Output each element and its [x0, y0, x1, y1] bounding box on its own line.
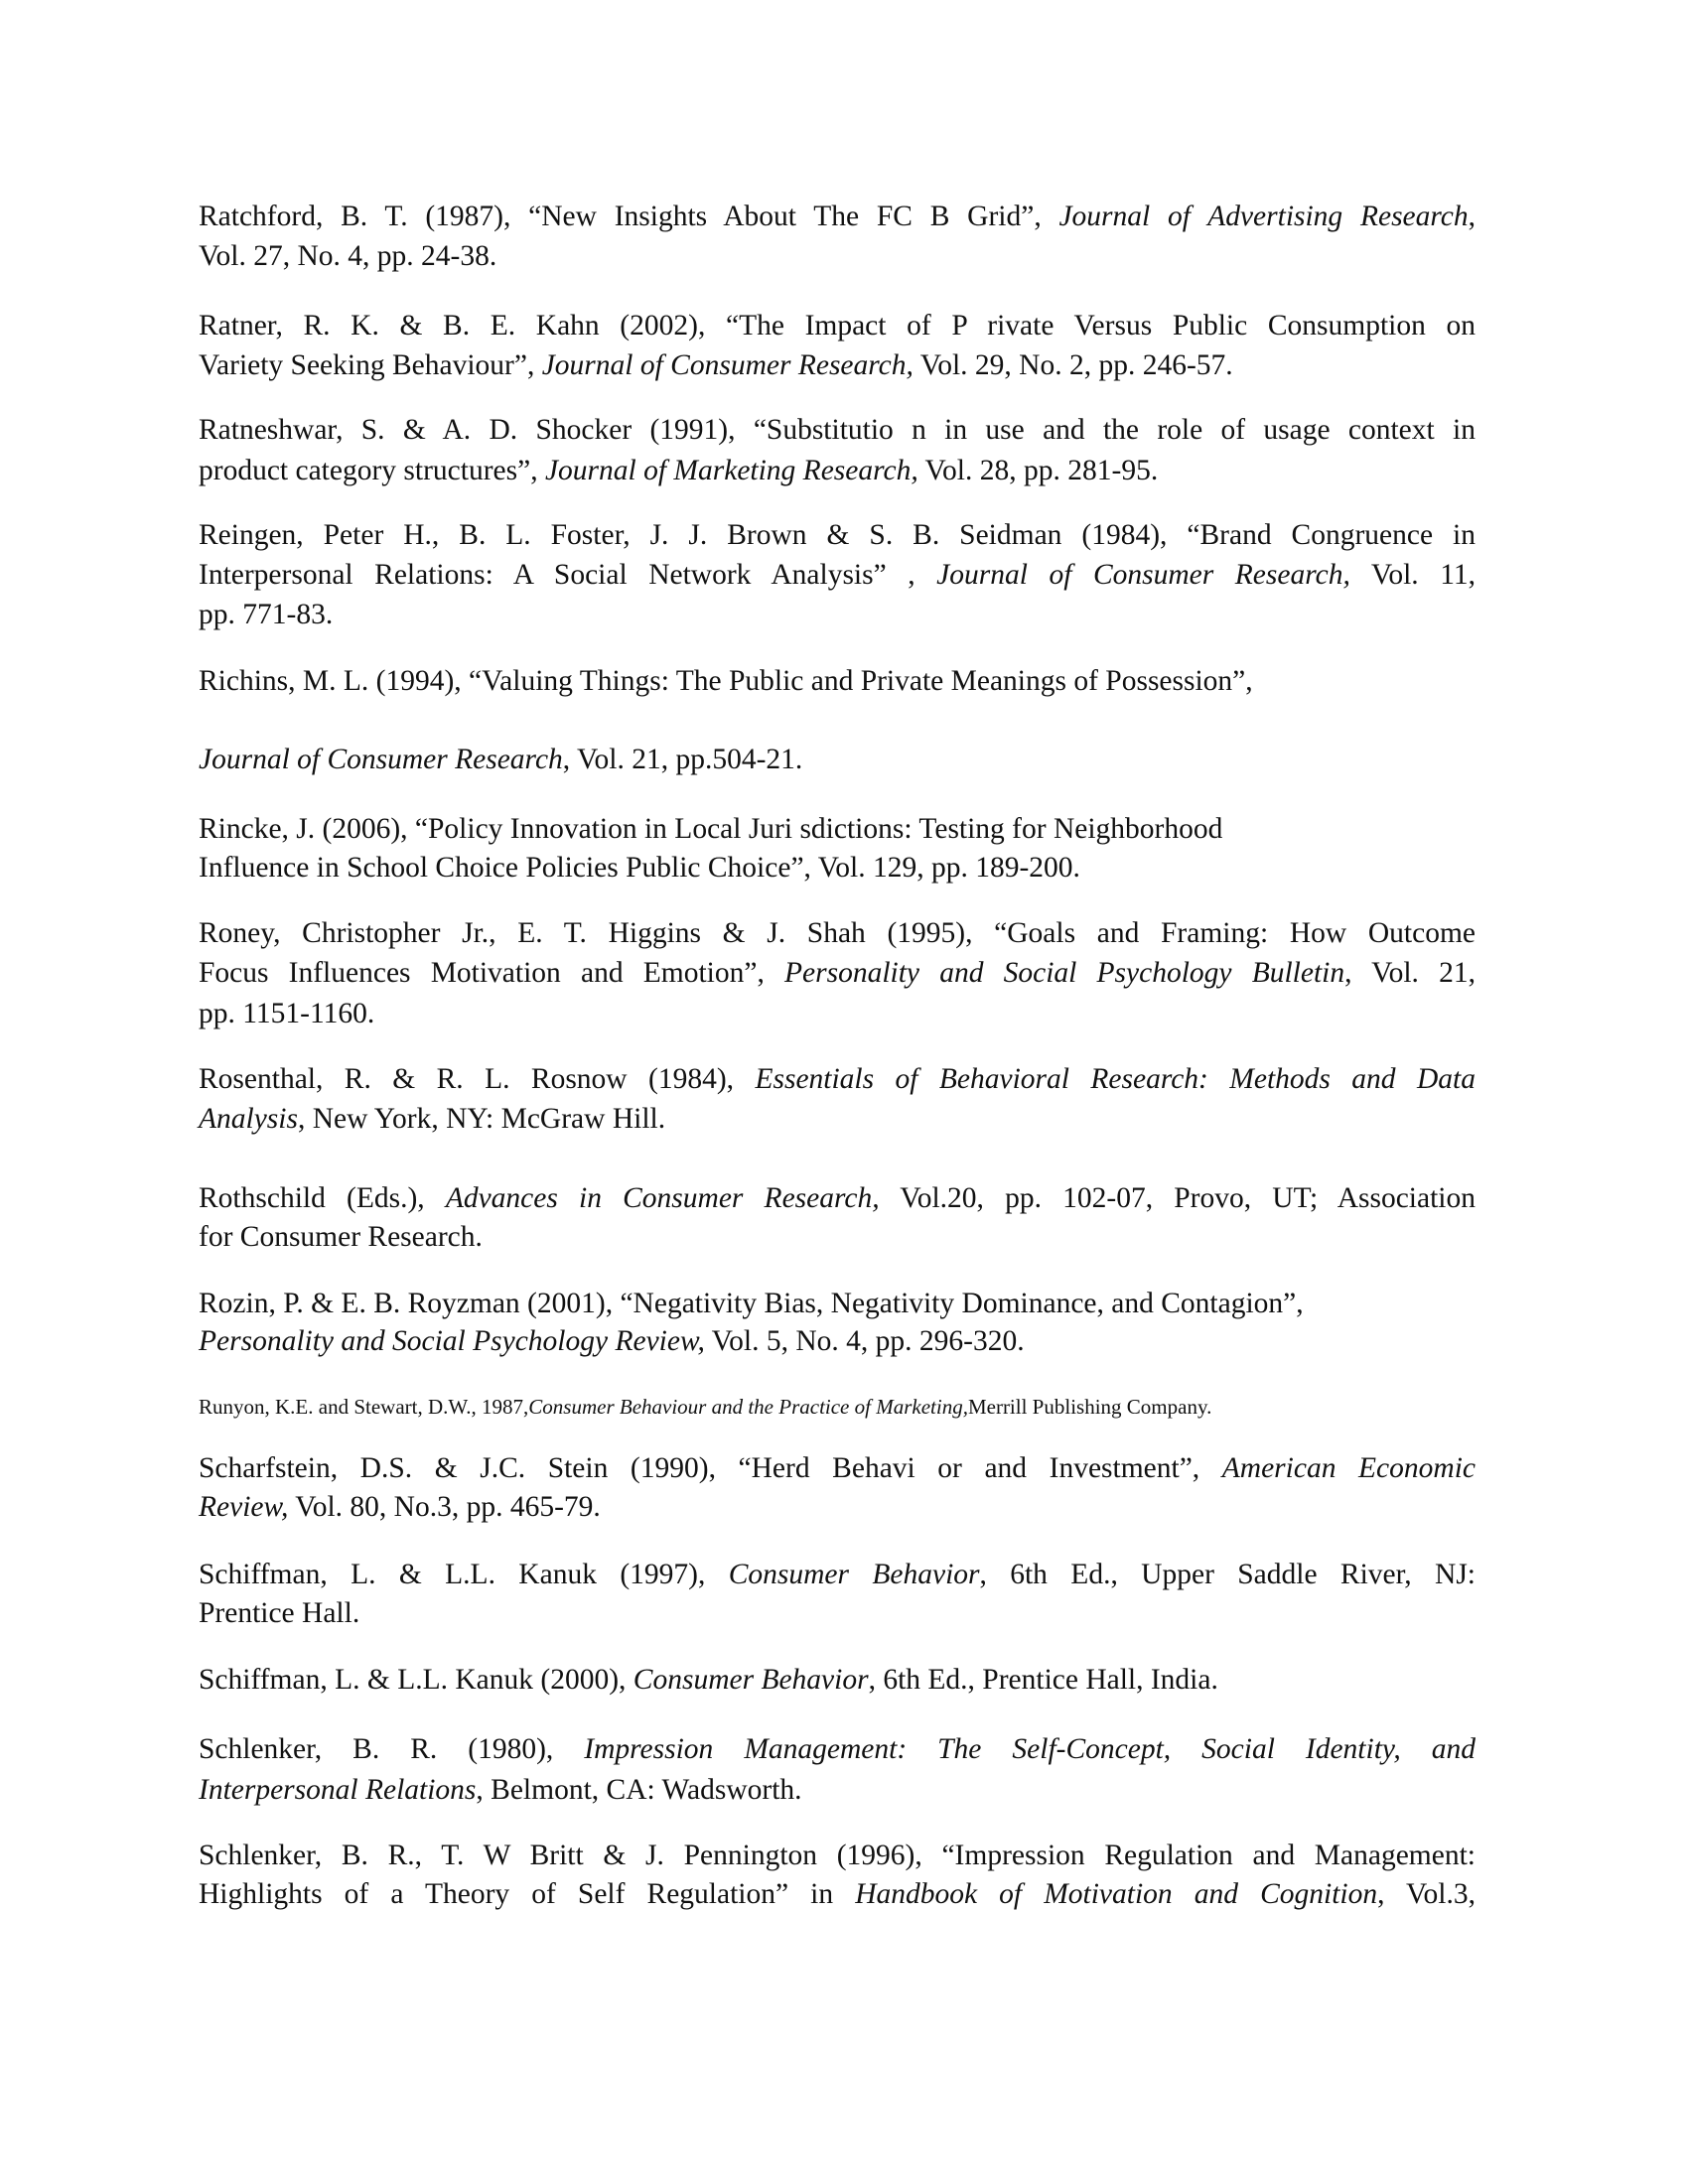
italic-title: Handbook of Motivation and Cognition: [855, 1878, 1378, 1910]
reference-text: Roney, Christopher Jr., E. T. Higgins & J. Shah (1995), “Goals and Framing: How Outcome: [199, 917, 1476, 949]
reference-text: Vol. 11,: [1349, 559, 1476, 591]
reference-line: [199, 1555, 1476, 1594]
reference-text: , Vol.3,: [1377, 1878, 1476, 1910]
reference-line: [199, 451, 1476, 490]
italic-title: Essentials of Behavioral Research: Methods and Data: [755, 1063, 1476, 1095]
italic-title: Journal of Marketing Research,: [544, 455, 918, 486]
italic-title: Analysis: [199, 1103, 298, 1135]
reference-text: Vol. 29, No. 2, pp. 246-57.: [913, 349, 1233, 381]
reference-line: [199, 410, 1476, 450]
reference-text: , 6th Ed., Prentice Hall, India.: [868, 1664, 1218, 1696]
reference-line: [199, 555, 1476, 595]
reference-line: [199, 1487, 1476, 1527]
italic-title: Journal of Advertising Research: [1058, 201, 1469, 232]
reference-line: [199, 197, 1476, 236]
italic-title: Consumer Behavior: [633, 1664, 869, 1696]
reference-line: [199, 1217, 1476, 1257]
reference-text: Rozin, P. & E. B. Royzman (2001), “Negativity Bias, Negativity Dominance, and Contagion”,: [199, 1288, 1304, 1319]
reference-line: [199, 913, 1476, 953]
reference-line: [199, 953, 1476, 993]
reference-text: Schiffman, L. & L.L. Kanuk (1997),: [199, 1559, 729, 1590]
reference-text: Runyon, K.E. and Stewart, D.W., 1987,: [199, 1395, 529, 1419]
reference-line: [199, 1099, 1476, 1139]
reference-text: Ratner, R. K. & B. E. Kahn (2002), “The Impact of P rivate Versus Public Consumption on: [199, 310, 1476, 341]
reference-text: Scharfstein, D.S. & J.C. Stein (1990), “Herd Behavi or and Investment”,: [199, 1452, 1222, 1484]
reference-line: [199, 1874, 1476, 1914]
reference-text: Interpersonal Relations: A Social Network Analysis” ,: [199, 559, 937, 591]
reference-text: pp. 1151-1160.: [199, 998, 375, 1029]
reference-line: [199, 515, 1476, 555]
reference-line: [199, 1321, 1476, 1361]
reference-line: [199, 306, 1476, 345]
reference-text: Vol. 5, No. 4, pp. 296-320.: [704, 1325, 1025, 1357]
reference-text: Schiffman, L. & L.L. Kanuk (2000),: [199, 1664, 633, 1696]
reference-text: Vol. 28, pp. 281-95.: [917, 455, 1159, 486]
reference-text: Focus Influences Motivation and Emotion”,: [199, 957, 785, 989]
italic-title: Journal of Consumer Research: [199, 744, 563, 775]
italic-title: Personality and Social Psychology Bulletin: [784, 957, 1345, 989]
reference-text: Schlenker, B. R., T. W Britt & J. Pennington (1996), “Impression Regulation and Management:: [199, 1840, 1476, 1871]
reference-text: Variety Seeking Behaviour”,: [199, 349, 542, 381]
italic-title: Interpersonal Relations: [199, 1774, 477, 1806]
reference-text: Vol. 27, No. 4, pp. 24-38.: [199, 240, 497, 272]
reference-line: [199, 1387, 1476, 1427]
reference-text: Richins, M. L. (1994), “Valuing Things: The Public and Private Meanings of Possession”,: [199, 665, 1253, 697]
reference-line: [199, 1178, 1476, 1218]
reference-line: [199, 1284, 1476, 1323]
reference-line: [199, 661, 1476, 701]
italic-title: Advances in Consumer Research,: [445, 1182, 880, 1214]
reference-line: [199, 236, 1476, 276]
reference-text: Vol. 80, No.3, pp. 465-79.: [288, 1491, 601, 1523]
reference-text: Ratchford, B. T. (1987), “New Insights About The FC B Grid”,: [199, 201, 1059, 232]
reference-line: [199, 1729, 1476, 1769]
reference-text: ,: [1468, 201, 1476, 232]
italic-title: Review,: [199, 1491, 289, 1523]
reference-text: , Belmont, CA: Wadsworth.: [476, 1774, 802, 1806]
reference-text: Prentice Hall.: [199, 1597, 360, 1629]
reference-line: [199, 1770, 1476, 1810]
reference-text: for Consumer Research.: [199, 1221, 483, 1253]
reference-text: Ratneshwar, S. & A. D. Shocker (1991), “Substitutio n in use and the role of usage context in: [199, 414, 1476, 446]
reference-text: Influence in School Choice Policies Public Choice”, Vol. 129, pp. 189-200.: [199, 852, 1080, 884]
reference-text: , New York, NY: McGraw Hill.: [297, 1103, 666, 1135]
italic-title: Journal of Consumer Research,: [541, 349, 914, 381]
reference-text: Reingen, Peter H., B. L. Foster, J. J. Brown & S. B. Seidman (1984), “Brand Congruence in: [199, 519, 1476, 551]
reference-line: [199, 1836, 1476, 1875]
italic-title: Consumer Behavior: [728, 1559, 980, 1590]
reference-text: Rincke, J. (2006), “Policy Innovation in Local Juri sdictions: Testing for Neighborhood: [199, 813, 1223, 845]
italic-title: Consumer Behaviour and the Practice of Marketing,: [528, 1395, 968, 1419]
reference-text: , Vol. 21,: [1344, 957, 1476, 989]
reference-text: Rothschild (Eds.),: [199, 1182, 446, 1214]
italic-title: Personality and Social Psychology Review,: [199, 1325, 705, 1357]
reference-text: pp. 771-83.: [199, 599, 334, 630]
reference-text: Schlenker, B. R. (1980),: [199, 1733, 585, 1765]
reference-line: [199, 848, 1476, 887]
reference-line: [199, 345, 1476, 385]
reference-text: Vol.20, pp. 102-07, Provo, UT; Association: [879, 1182, 1476, 1214]
reference-text: product category structures”,: [199, 455, 545, 486]
reference-text: Rosenthal, R. & R. L. Rosnow (1984),: [199, 1063, 756, 1095]
reference-text: , 6th Ed., Upper Saddle River, NJ:: [979, 1559, 1476, 1590]
italic-title: American Economic: [1221, 1452, 1476, 1484]
reference-text: , Vol. 21, pp.504-21.: [562, 744, 803, 775]
reference-line: [199, 809, 1476, 849]
reference-line: [199, 994, 1476, 1033]
reference-text: Merrill Publishing Company.: [967, 1395, 1212, 1419]
italic-title: Journal of Consumer Research,: [936, 559, 1350, 591]
reference-line: [199, 740, 1476, 779]
reference-text: Highlights of a Theory of Self Regulation” in: [199, 1878, 856, 1910]
reference-line: [199, 1059, 1476, 1099]
reference-line: [199, 1660, 1476, 1700]
reference-line: [199, 595, 1476, 634]
reference-line: [199, 1593, 1476, 1633]
italic-title: Impression Management: The Self-Concept, Social Identity, and: [584, 1733, 1476, 1765]
reference-line: [199, 1448, 1476, 1488]
